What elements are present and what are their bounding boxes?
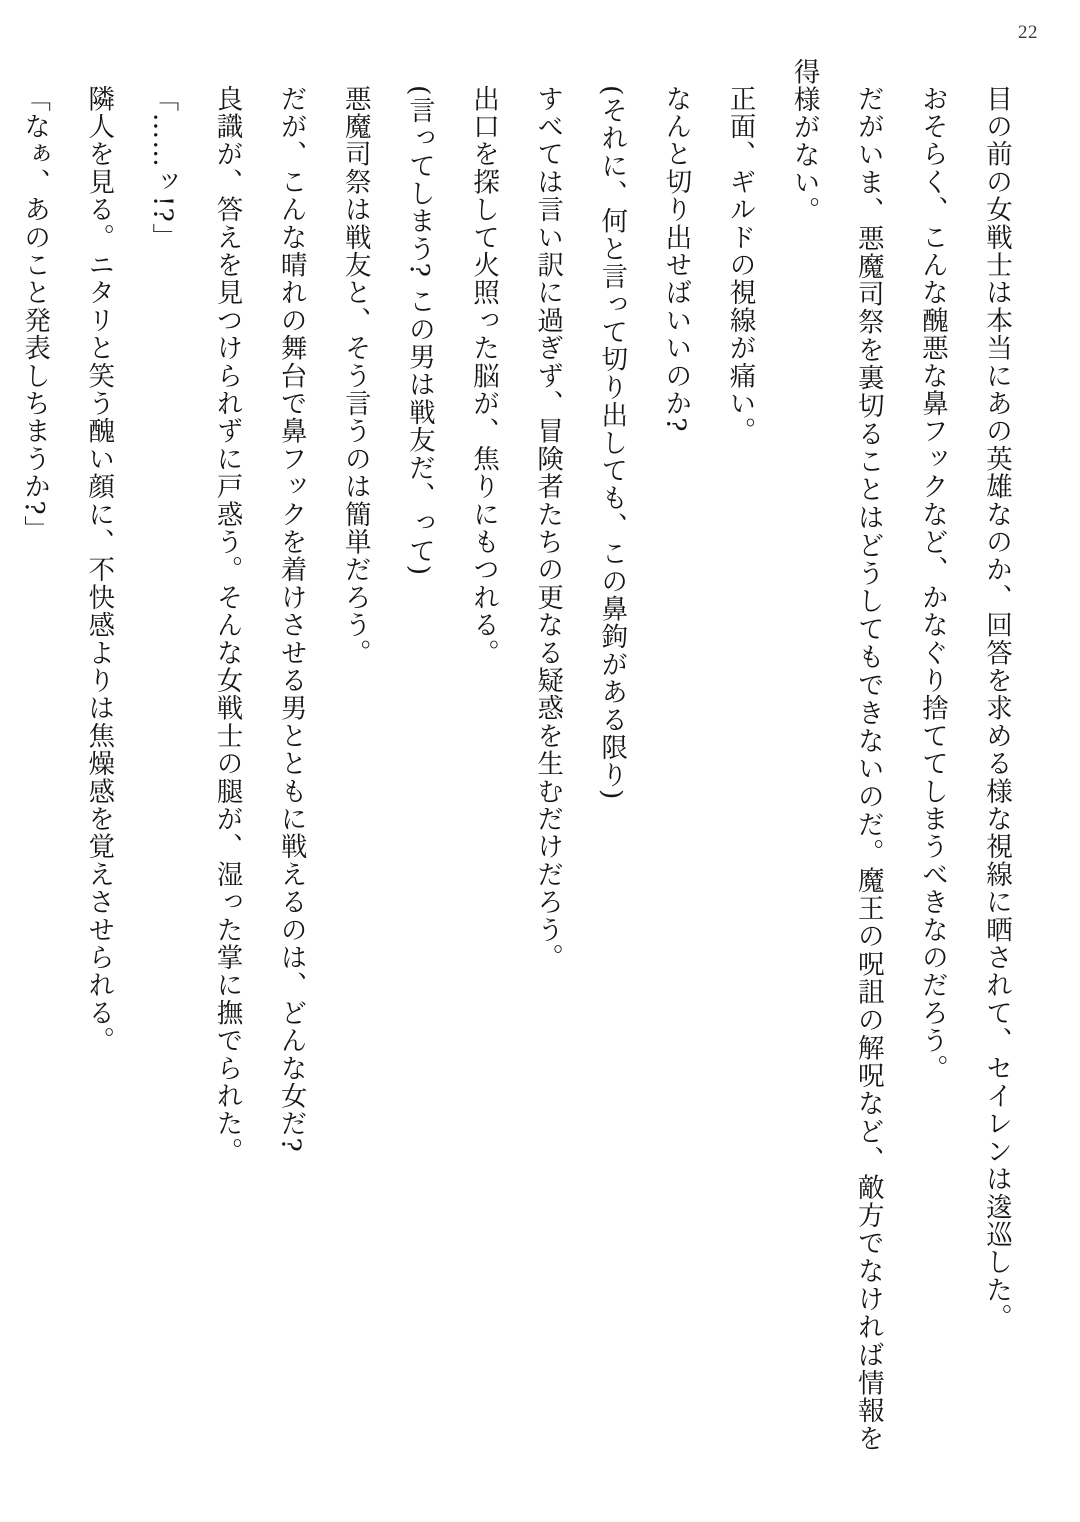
paragraph: なんと切り出せばいいのか? [660, 84, 692, 433]
paragraph: 良識が、答えを見つけられずに戸惑う。そんな女戦士の腿が、湿った掌に撫でられた。 [211, 84, 243, 1165]
paragraph: 悪魔司祭は戦友と、そう言うのは簡単だろう。 [339, 84, 371, 667]
paragraph: 目の前の女戦士は本当にあの英雄なのか、回答を求める様な視線に晒されて、セイレンは逡巡した。 [981, 84, 1012, 1331]
paragraph: だがいま、悪魔司祭を裏切ることはどうしてもできないのだ。魔王の呪詛の解呪など、敵方でなければ情報を得様がない。 [788, 58, 884, 1452]
paragraph: (それに、何と言って切り出しても、この鼻鉤がある限り) [596, 84, 628, 801]
paragraph: 「なぁ、あのこと発表しちまうか?」 [19, 84, 51, 544]
page-number: 22 [1018, 22, 1038, 43]
paragraph: 「……ッ!?」 [147, 84, 179, 251]
paragraph: だが、こんな晴れの舞台で鼻フックを着けさせる男とともに戦えるのは、どんな女だ? [275, 84, 307, 1153]
paragraph: 正面、ギルドの視線が痛い。 [724, 84, 756, 445]
paragraph: 隣人を見る。ニタリと笑う醜い顔に、不快感よりは焦燥感を覚えさせられる。 [83, 84, 115, 1054]
paragraph: おそらく、こんな醜悪な鼻フックなど、かなぐり捨ててしまうべきなのだろう。 [916, 84, 948, 1082]
paragraph: (言ってしまう? この男は戦友だ、って) [403, 84, 435, 576]
paragraph: 出口を探して火照った脳が、焦りにもつれる。 [468, 84, 499, 667]
page-body-text [19, 58, 1028, 1452]
paragraph: すべては言い訳に過ぎず、冒険者たちの更なる疑惑を生むだけだろう。 [532, 84, 564, 971]
